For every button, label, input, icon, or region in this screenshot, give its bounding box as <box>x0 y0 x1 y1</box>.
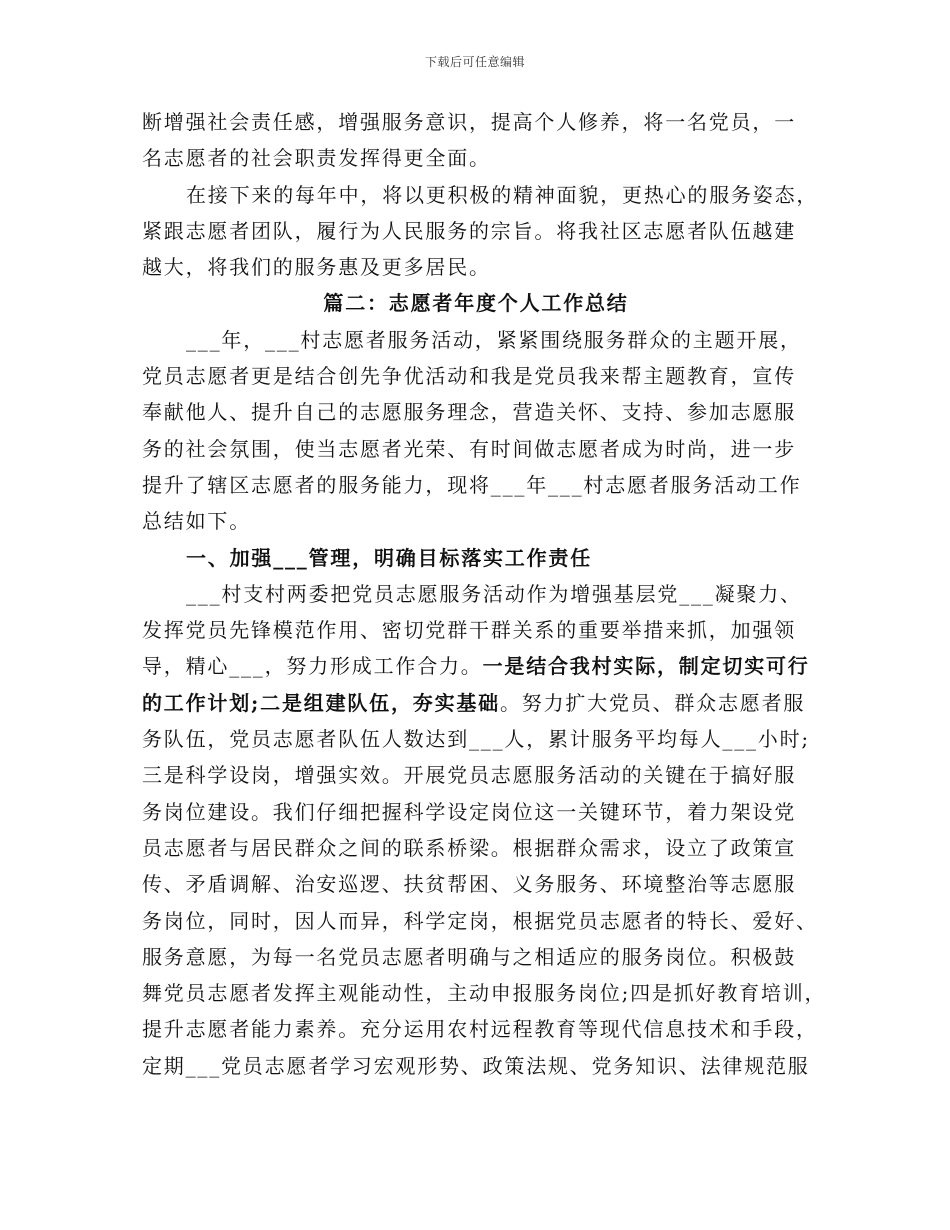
paragraph-line: 务的社会氛围，使当志愿者光荣、有时间做志愿者成为时尚，进一步 <box>142 436 796 461</box>
page-header: 下载后可任意编辑 <box>424 55 525 69</box>
paragraph-line: 务队伍，党员志愿者队伍人数达到___人，累计服务平均每人___小时; <box>142 727 810 752</box>
paragraph-line: 务岗位，同时，因人而异，科学定岗，根据党员志愿者的特长、爱好、 <box>142 908 818 933</box>
paragraph-line: 总结如下。 <box>142 509 251 534</box>
paragraph-line: 务岗位建设。我们仔细把握科学设定岗位这一关键环节，着力架设党 <box>142 799 796 824</box>
paragraph-line: 断增强社会责任感，增强服务意识，提高个人修养，将一名党员，一 <box>142 110 796 134</box>
paragraph-line: 提升志愿者能力素养。充分运用农村远程教育等现代信息技术和手段， <box>142 1017 818 1042</box>
paragraph-line: 奉献他人、提升自己的志愿服务理念，营造关怀、支持、参加志愿服 <box>142 400 796 425</box>
paragraph-line: 名志愿者的社会职责发挥得更全面。 <box>142 146 491 171</box>
bold-segment: 一是结合我村实际，制定切实可行 <box>482 654 810 679</box>
paragraph-line: 发挥党员先锋模范作用、密切党群干群关系的重要举措来抓，加强领 <box>142 618 796 643</box>
paragraph-line: 在接下来的每年中，将以更积极的精神面貌，更热心的服务姿态， <box>186 182 819 207</box>
paragraph-line: 员志愿者与居民群众之间的联系桥梁。根据群众需求，设立了政策宣 <box>142 835 796 860</box>
paragraph-line: ___村支村两委把党员志愿服务活动作为增强基层党___凝聚力、 <box>186 581 802 606</box>
subsection-heading: 一、加强___管理，明确目标落实工作责任 <box>186 545 592 570</box>
bold-segment: 的工作计划;二是组建队伍，夯实基础 <box>142 690 500 715</box>
document-body <box>142 104 827 1084</box>
paragraph-line: 提升了辖区志愿者的服务能力，现将___年___村志愿者服务活动工作 <box>142 472 802 497</box>
paragraph-line <box>142 685 810 721</box>
paragraph-line: 三是科学设岗，增强实效。开展党员志愿服务活动的关键在于搞好服 <box>142 763 796 788</box>
line-segment: 导，精心___，努力形成工作合力。 <box>142 654 483 679</box>
paragraph-line: 定期___党员志愿者学习宏观形势、政策法规、党务知识、法律规范服 <box>142 1053 810 1078</box>
paragraph-line: 越大，将我们的服务惠及更多居民。 <box>142 255 491 280</box>
paragraph-line: 服务意愿，为每一名党员志愿者明确与之相适应的服务岗位。积极鼓 <box>142 944 796 969</box>
section-title: 篇二：志愿者年度个人工作总结 <box>323 291 629 316</box>
paragraph-line: 舞党员志愿者发挥主观能动性，主动申报服务岗位;四是抓好教育培训， <box>142 981 827 1006</box>
paragraph-line: 党员志愿者更是结合创先争优活动和我是党员我来帮主题教育，宣传 <box>142 364 796 389</box>
paragraph-line <box>142 648 810 684</box>
paragraph-line: 紧跟志愿者团队，履行为人民服务的宗旨。将我社区志愿者队伍越建 <box>142 218 796 243</box>
line-segment: 。努力扩大党员、群众志愿者服 <box>499 690 806 715</box>
paragraph-line: ___年，___村志愿者服务活动，紧紧围绕服务群众的主题开展， <box>186 327 802 352</box>
paragraph-line: 传、矛盾调解、治安巡逻、扶贫帮困、义务服务、环境整治等志愿服 <box>142 872 796 897</box>
